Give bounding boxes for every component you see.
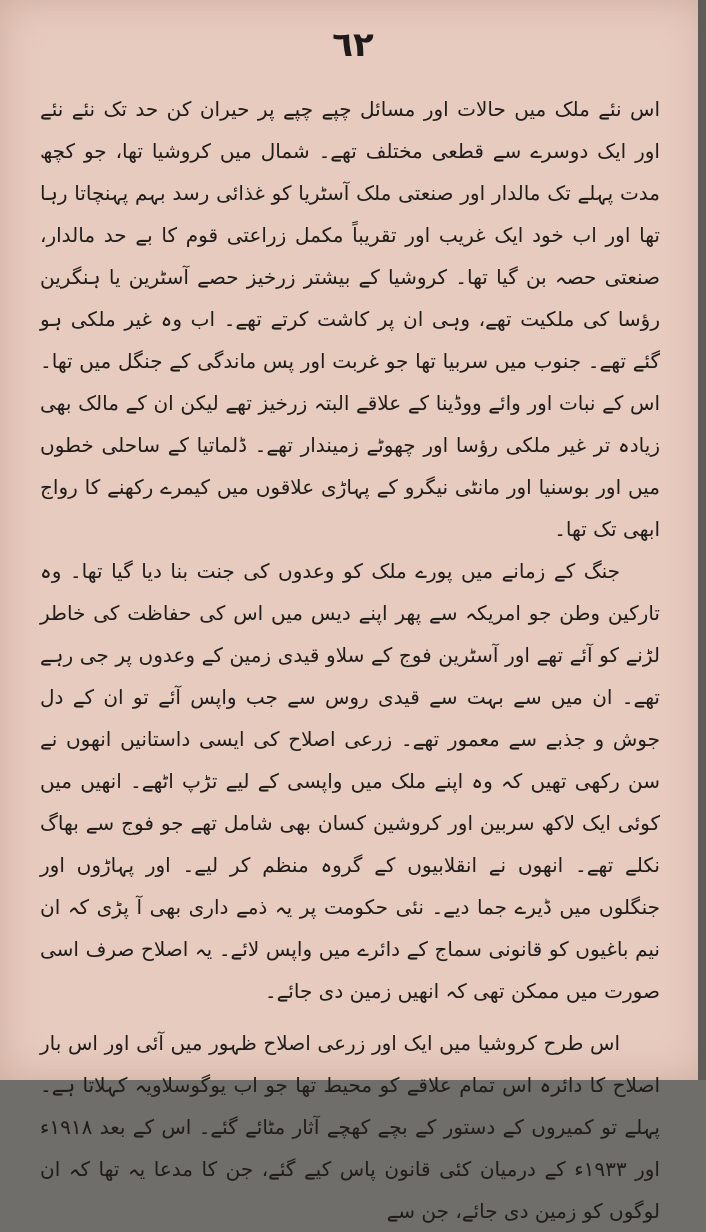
- page-number: ٦٢: [332, 25, 374, 65]
- paragraph-3: اس طرح کروشیا میں ایک اور زرعی اصلاح ظہور میں آئی اور اس بار اصلاح کا دائرہ اس تمام علاقے کو محیط تھا جو اب یوگوسلاویہ کہلاتا ہے۔ پہلے تو کمیروں کے دستور کے بچے کھچے آثار مٹائے گئے۔ اس کے بعد ۱۹۱۸ء اور ۱۹۳۳ء کے درمیان کئی قانون پاس کیے گئے، جن کا مدعا یہ تھا کہ ان لوگوں کو زمین دی جائے، جن سے: [40, 1031, 660, 1223]
- paragraph-2: جنگ کے زمانے میں پورے ملک کو وعدوں کی جنت بنا دیا گیا تھا۔ وہ تارکین وطن جو امریکہ سے پھر اپنے دیس میں اس کی حفاظت کی خاطر لڑنے کو آئے تھے اور آسٹرین فوج کے سلاو قیدی زمین کے وعدوں پر جی رہے تھے۔ ان میں سے بہت سے قیدی روس سے جب واپس آئے تو ان کے دل جوش و جذبے سے معمور تھے۔ زرعی اصلاح کی ایسی داستانیں انھوں نے سن رکھی تھیں کہ وہ اپنے ملک میں واپسی کے لیے تڑپ اٹھے۔ انھیں میں کوئی ایک لاکھ سربین اور کروشین کسان بھی شامل تھے جو فوج سے بھاگ نکلے تھے۔ انھوں نے انقلابیوں کے گروہ منظم کر لیے۔ اور پہاڑوں اور جنگلوں میں ڈیرے جما دیے۔ نئی حکومت پر یہ ذمے داری بھی آ پڑی کہ ان نیم باغیوں کو قانونی سماج کے دائرے میں واپس لائے۔ یہ اصلاح صرف اسی صورت میں ممکن تھی کہ انھیں زمین دی جائے۔: [40, 559, 660, 1003]
- page-body: [40, 88, 660, 1232]
- paragraph-1: اس نئے ملک میں حالات اور مسائل چپے چپے پر حیران کن حد تک نئے نئے اور ایک دوسرے سے قطعی مختلف تھے۔ شمال میں کروشیا تھا، جو کچھ مدت پہلے تک مالدار اور صنعتی ملک آسٹریا کو غذائی رسد بہم پہنچاتا رہا تھا اور اب خود ایک غریب اور تقریباً مکمل زراعتی قوم کا بے حد مالدار، صنعتی حصہ بن گیا تھا۔ کروشیا کے بیشتر زرخیز حصے آسٹرین یا ہنگرین رؤسا کی ملکیت تھے، وہی ان پر کاشت کرتے تھے۔ اب وہ غیر ملکی ہو گئے تھے۔ جنوب میں سربیا تھا جو غربت اور پس ماندگی کے جنگل میں تھا۔ اس کے نبات اور وائے ووڈینا کے علاقے البتہ زرخیز تھے لیکن ان کے مالک بھی زیادہ تر غیر ملکی رؤسا اور چھوٹے زمیندار تھے۔ ڈلماتیا کے ساحلی خطوں میں اور بوسنیا اور مانٹی نیگرو کے پہاڑی علاقوں میں کیمرے رکھنے کا رواج ابھی تک تھا۔: [40, 97, 660, 541]
- page-edge: [698, 0, 706, 1080]
